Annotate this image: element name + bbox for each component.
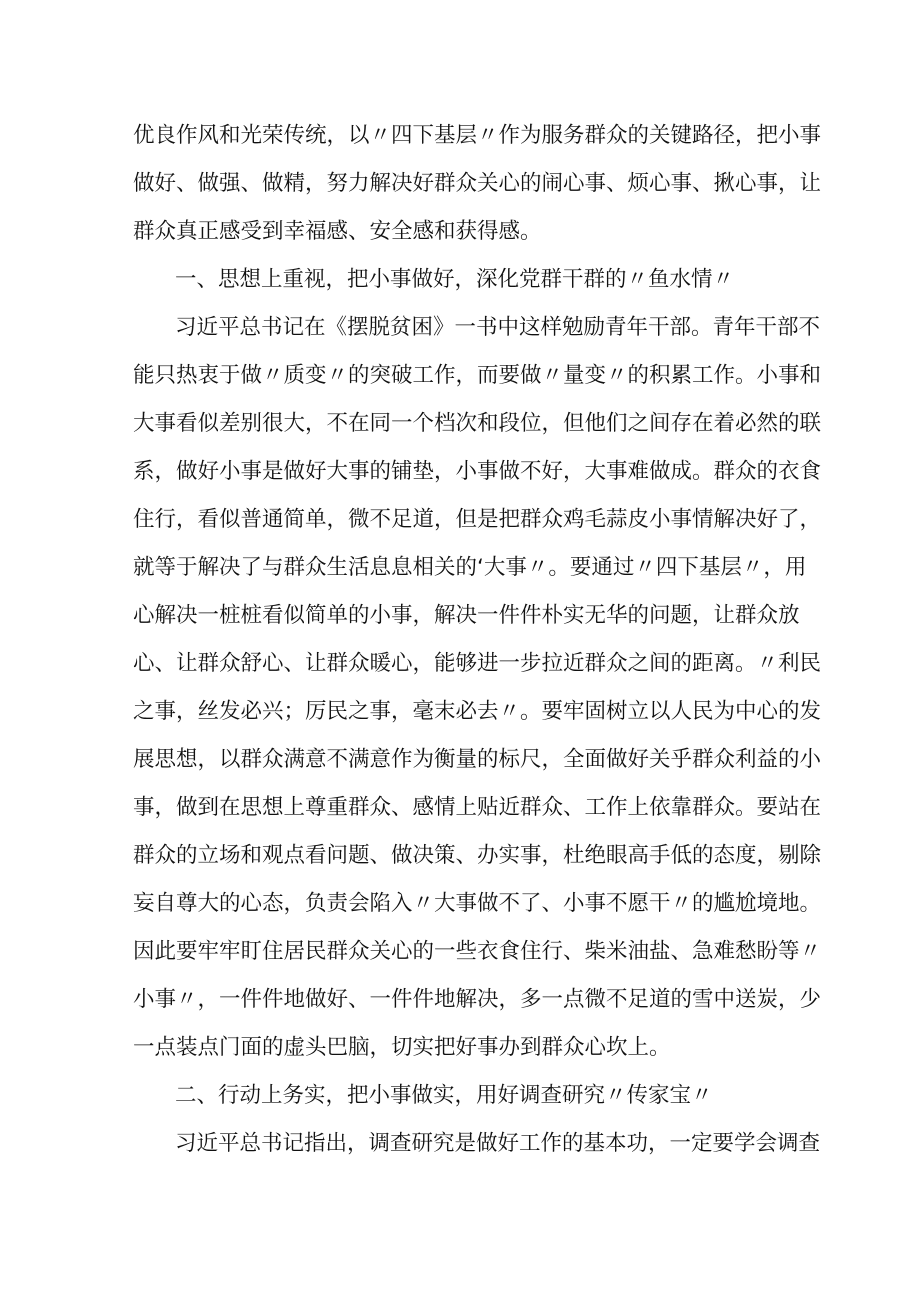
paragraph-line: 心、让群众舒心、让群众暖心，能够进一步拉近群众之间的距离。〃利民 bbox=[133, 651, 822, 676]
paragraph-line: 能只热衷于做〃质变〃的突破工作，而要做〃量变〃的积累工作。小事和 bbox=[133, 363, 822, 388]
paragraph-line: 优良作风和光荣传统，以〃四下基层〃作为服务群众的关键路径，把小事 bbox=[133, 123, 822, 148]
paragraph-line: 一点装点门面的虚头巴脑，切实把好事办到群众心坎上。 bbox=[133, 1035, 671, 1060]
section-heading: 一、思想上重视，把小事做好，深化党群干群的〃鱼水情〃 bbox=[175, 267, 735, 292]
paragraph-line: 心解决一桩桩看似简单的小事，解决一件件朴实无华的问题，让群众放 bbox=[133, 603, 800, 628]
paragraph-line: 群众的立场和观点看问题、做决策、办实事，杜绝眼高手低的态度，剔除 bbox=[133, 843, 822, 868]
paragraph-line: 做好、做强、做精，努力解决好群众关心的闹心事、烦心事、揪心事，让 bbox=[133, 171, 822, 196]
paragraph-line: 事，做到在思想上尊重群众、感情上贴近群众、工作上依靠群众。要站在 bbox=[133, 795, 822, 820]
paragraph-line: 就等于解决了与群众生活息息相关的‘大事〃。要通过〃四下基层〃，用 bbox=[133, 555, 807, 580]
paragraph-line: 之事，丝发必兴；厉民之事，毫末必去〃。要牢固树立以人民为中心的发 bbox=[133, 699, 822, 724]
paragraph-line: 妄自尊大的心态，负责会陷入〃大事做不了、小事不愿干〃的尴尬境地。 bbox=[133, 891, 822, 916]
paragraph-line: 大事看似差别很大，不在同一个档次和段位，但他们之间存在着必然的联 bbox=[133, 411, 822, 436]
paragraph-line: 住行，看似普通简单，微不足道，但是把群众鸡毛蒜皮小事情解决好了， bbox=[133, 507, 822, 532]
paragraph-line: 因此要牢牢盯住居民群众关心的一些衣食住行、柴米油盐、急难愁盼等〃 bbox=[133, 939, 822, 964]
section-heading: 二、行动上务实，把小事做实，用好调查研究〃传家宝〃 bbox=[175, 1083, 713, 1108]
paragraph-line: 系，做好小事是做好大事的铺垫，小事做不好，大事难做成。群众的衣食 bbox=[133, 459, 822, 484]
paragraph-line: 小事〃，一件件地做好、一件件地解决，多一点微不足道的雪中送炭，少 bbox=[133, 987, 822, 1012]
paragraph-line: 习近平总书记指出，调查研究是做好工作的基本功，一定要学会调查 bbox=[175, 1131, 821, 1156]
paragraph-line: 展思想，以群众满意不满意作为衡量的标尺，全面做好关乎群众利益的小 bbox=[133, 747, 822, 772]
paragraph-line: 群众真正感受到幸福感、安全感和获得感。 bbox=[133, 219, 542, 244]
paragraph-line: 习近平总书记在《摆脱贫困》一书中这样勉励青年干部。青年干部不 bbox=[175, 315, 821, 340]
